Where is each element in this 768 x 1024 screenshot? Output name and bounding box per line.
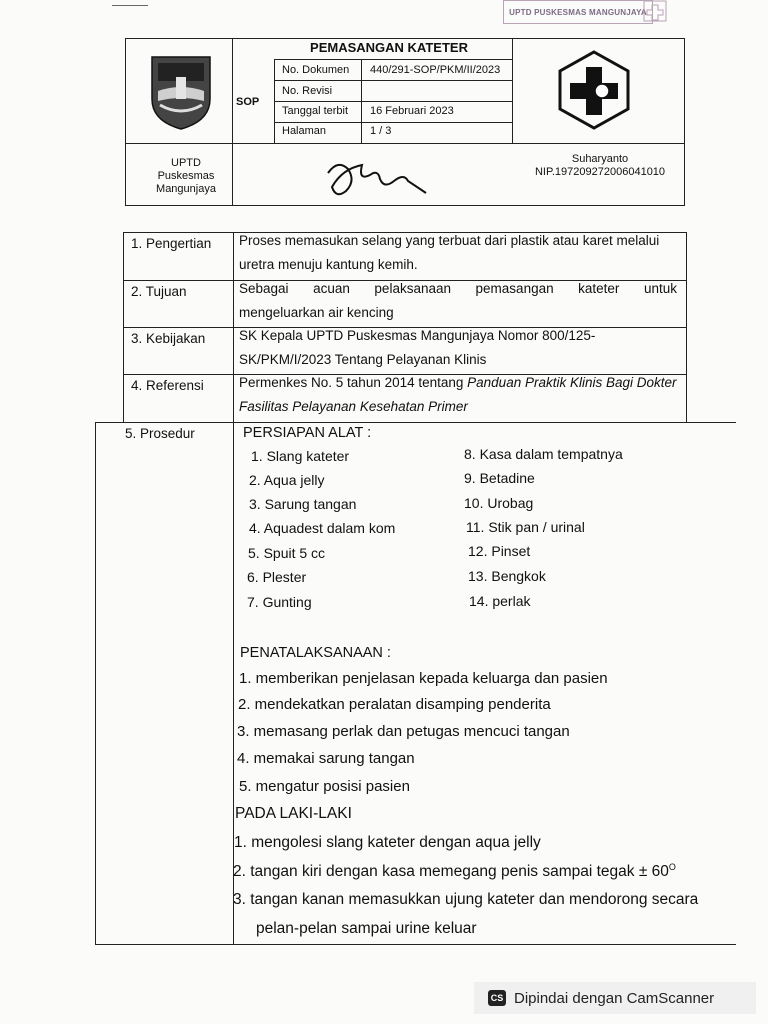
doc-number-value: 440/291-SOP/PKM/II/2023 (370, 64, 501, 76)
sop-label: SOP (236, 96, 260, 108)
section-label-pengertian: 1. Pengertian (131, 236, 212, 251)
header-table (125, 38, 685, 206)
revision-label: No. Revisi (282, 85, 333, 97)
tool-item: 5. Spuit 5 cc (248, 545, 326, 561)
procedure-step: 2. mendekatkan peralatan disamping penderita (238, 696, 551, 713)
stamp-cross-icon (640, 0, 670, 24)
page-label: Halaman (282, 125, 327, 137)
section-text-referensi: Permenkes No. 5 tahun 2014 tentang Panduan Praktik Klinis Bagi Dokter Fasilitas Pelayanan Kesehatan Primer (239, 375, 677, 414)
section-text-tujuan: Sebagai acuan pelaksanaan pemasangan kateter untuk mengeluarkan air kencing (239, 281, 677, 320)
stamp: UPTD PUSKESMAS MANGUNJAYA (503, 0, 653, 24)
procedure-step: 5. mengatur posisi pasien (239, 778, 410, 795)
tool-item: 14. perlak (469, 593, 531, 609)
camscanner-watermark (474, 982, 756, 1014)
scan-mark (112, 5, 148, 8)
section-label-kebijakan: 3. Kebijakan (131, 331, 206, 346)
procedure-step: 3. memasang perlak dan petugas mencuci tangan (237, 723, 570, 740)
organization-name: UPTD Puskesmas Mangunjaya (156, 157, 216, 195)
tool-item: 2. Aqua jelly (249, 472, 325, 488)
procedure-step: 1. memberikan penjelasan kepada keluarga dan pasien (239, 670, 608, 687)
tool-item: 9. Betadine (464, 470, 535, 486)
tool-item: 13. Bengkok (468, 568, 546, 584)
male-step: 3. tangan kanan memasukkan ujung kateter dan mendorong secara (233, 891, 699, 908)
signer-info: Suharyanto NIP.197209272006041010 (534, 153, 666, 178)
tool-item: 7. Gunting (247, 594, 312, 610)
male-step: 2. tangan kiri dengan kasa memegang penis sampai tegak ± $60^O$ (233, 862, 676, 881)
section-label-tujuan: 2. Tujuan (131, 284, 187, 299)
sop-body-table (123, 232, 699, 948)
male-procedure-title: PADA LAKI-LAKI (235, 805, 352, 822)
tool-item: 4. Aquadest dalam kom (249, 520, 396, 536)
male-step-continuation: pelan-pelan sampai urine keluar (256, 920, 477, 937)
issue-date-value: 16 Februari 2023 (370, 105, 454, 117)
page-value: 1 / 3 (370, 125, 392, 137)
tool-item: 8. Kasa dalam tempatnya (464, 446, 623, 462)
section-label-referensi: 4. Referensi (131, 378, 204, 393)
camscanner-icon: CS (488, 990, 506, 1006)
tool-item: 10. Urobag (464, 495, 534, 511)
sop-title: PEMASANGAN KATETER (310, 40, 468, 55)
tool-item: 12. Pinset (468, 543, 531, 559)
issue-date-label: Tanggal terbit (282, 105, 349, 117)
section-text-kebijakan: SK Kepala UPTD Puskesmas Mangunjaya Nomor 800/125- SK/PKM/I/2023 Tentang Pelayanan Klinis (239, 328, 596, 367)
penatalaksanaan-title: PENATALAKSANAAN : (240, 645, 391, 661)
puskesmas-logo (556, 49, 632, 131)
section-text-pengertian: Proses memasukan selang yang terbuat dari plastik atau karet melalui uretra menuju kantung kemih. (239, 233, 660, 272)
procedure-step: 4. memakai sarung tangan (237, 750, 415, 767)
tool-item: 3. Sarung tangan (249, 496, 357, 512)
tool-item: 11. Stik pan / urinal (466, 519, 585, 535)
persiapan-title: PERSIAPAN ALAT : (243, 425, 372, 441)
regency-logo (146, 51, 216, 131)
section-label-prosedur: 5. Prosedur (125, 426, 195, 441)
doc-number-label: No. Dokumen (282, 64, 350, 76)
camscanner-text: Dipindai dengan CamScanner (514, 989, 715, 1007)
signature (318, 151, 438, 201)
tool-item: 6. Plester (247, 569, 307, 585)
male-step: 1. mengolesi slang kateter dengan aqua jelly (234, 834, 541, 851)
tool-item: 1. Slang kateter (251, 448, 350, 464)
